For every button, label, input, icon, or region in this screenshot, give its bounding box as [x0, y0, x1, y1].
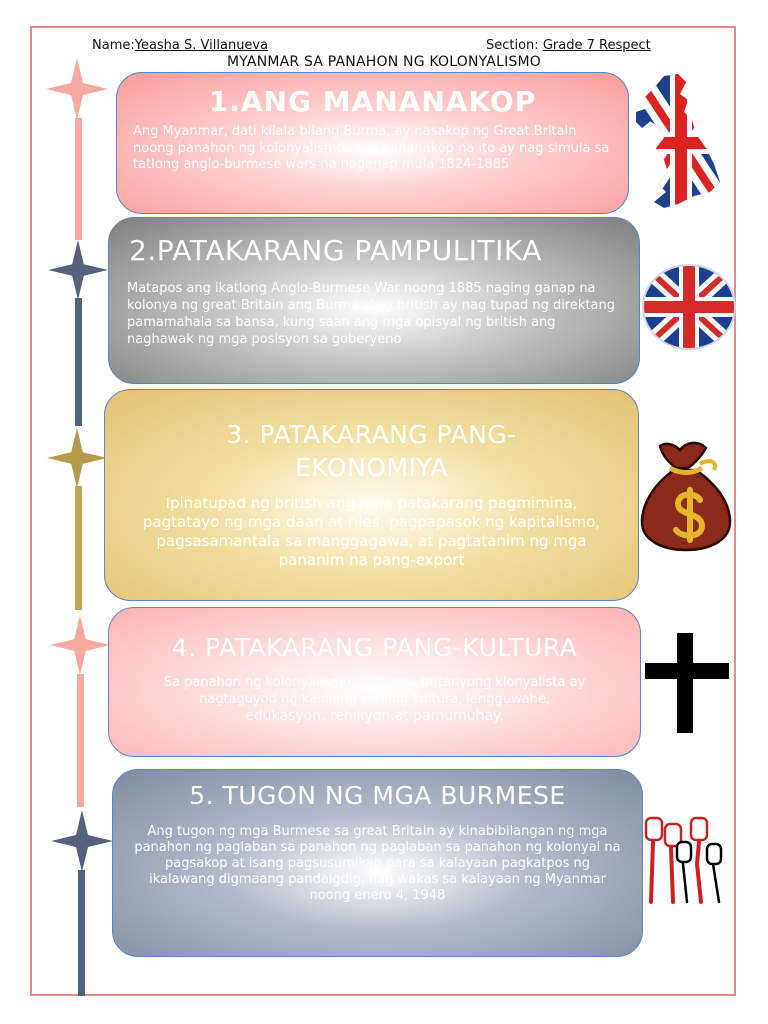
student-section	[486, 38, 651, 53]
card-title: 5. TUGON NG MGA BURMESE	[189, 781, 566, 810]
student-name	[92, 38, 268, 53]
timeline-segment-2	[75, 298, 82, 426]
card-body	[109, 674, 640, 725]
star-marker-3-icon	[47, 428, 107, 488]
card-body: Ang Myanmar, dati kilala bilang Burma, ay nasakop ng Great Britain noong panahon ng kolonyalismo. Ang pananakop na ito ay nag simula sa tatlong anglo-burmese wars na naganap mula 1824-1885	[133, 124, 610, 172]
card-title	[105, 418, 638, 484]
card-mananakop	[116, 72, 629, 214]
card-body: Ipinatupad ng british ang mga patakarang pagmimina, pagtatayo ng mga daan at riles, pagpapasok ng kapitalismo, pagsasamantala sa manggagawa, at pagtatanim ng mga pananim na pang-export	[142, 494, 601, 569]
money-bag-icon	[640, 440, 732, 552]
section-label: Section:	[486, 38, 539, 53]
card-title: 1.ANG MANANAKOP	[208, 85, 537, 118]
star-marker-1-icon	[46, 58, 108, 120]
card-tugon	[112, 769, 643, 957]
section-value: Grade 7 Respect	[542, 38, 651, 53]
card-title-line2: EKONOMIYA	[295, 453, 448, 482]
card-title-line1: 3. PATAKARANG PANG-	[226, 420, 517, 449]
name-value: Yeasha S. Villanueva	[134, 38, 269, 53]
cross-icon	[645, 633, 729, 733]
timeline-segment-5	[78, 870, 85, 996]
card-kultura	[108, 607, 641, 757]
union-jack-circle-icon	[641, 263, 737, 351]
card-body: Ang tugon ng mga Burmese sa great Britain ay kinabibilangan ng mga panahon ng paglaban sa panahon ng paglaban sa panahon ng kolonyal na pagsakop at isang pagsusumikap para sa kalayaan pagkatpos ng ikalawang digmaang pandaigdig, nag wakas sa kalayaan ng Myanmar noong enero 4, 1948	[134, 824, 621, 903]
card-body-line2: edukasyon, rehiliyon,at pamumuhay.	[245, 708, 504, 724]
name-label: Name:	[92, 38, 135, 53]
raised-fists-icon	[643, 812, 727, 904]
card-title: 4. PATAKARANG PANG-KULTURA	[171, 633, 578, 662]
star-marker-2-icon	[48, 240, 108, 300]
timeline-segment-4	[77, 674, 84, 807]
card-ekonomiya	[104, 389, 639, 601]
star-marker-4-icon	[50, 615, 110, 675]
card-pampulitika	[108, 217, 640, 384]
timeline-segment-1	[75, 118, 82, 240]
card-body: Matapos ang ikatlong Anglo-Burmese War noong 1885 naging ganap na kolonya ng great Britain ang Burma. Ang british ay nag tupad ng direktang pamamahala sa bansa, kung saan ang mga opisyal ng british ang naghawak ng mga posisyon sa goberyeno	[127, 281, 615, 347]
uk-map-flag-icon	[634, 72, 726, 212]
document-title: MYANMAR SA PANAHON NG KOLONYALISMO	[226, 54, 541, 70]
card-body-line1: Sa panahon ng kolonyalismo, ang mga britanyong klonyalista ay nagtaguyod ng kanilang sariling kultura, lengguwahe,	[163, 675, 586, 707]
card-title: 2.PATAKARANG PAMPULITIKA	[129, 234, 542, 267]
timeline-segment-3	[75, 486, 82, 610]
star-marker-5-icon	[51, 810, 113, 872]
